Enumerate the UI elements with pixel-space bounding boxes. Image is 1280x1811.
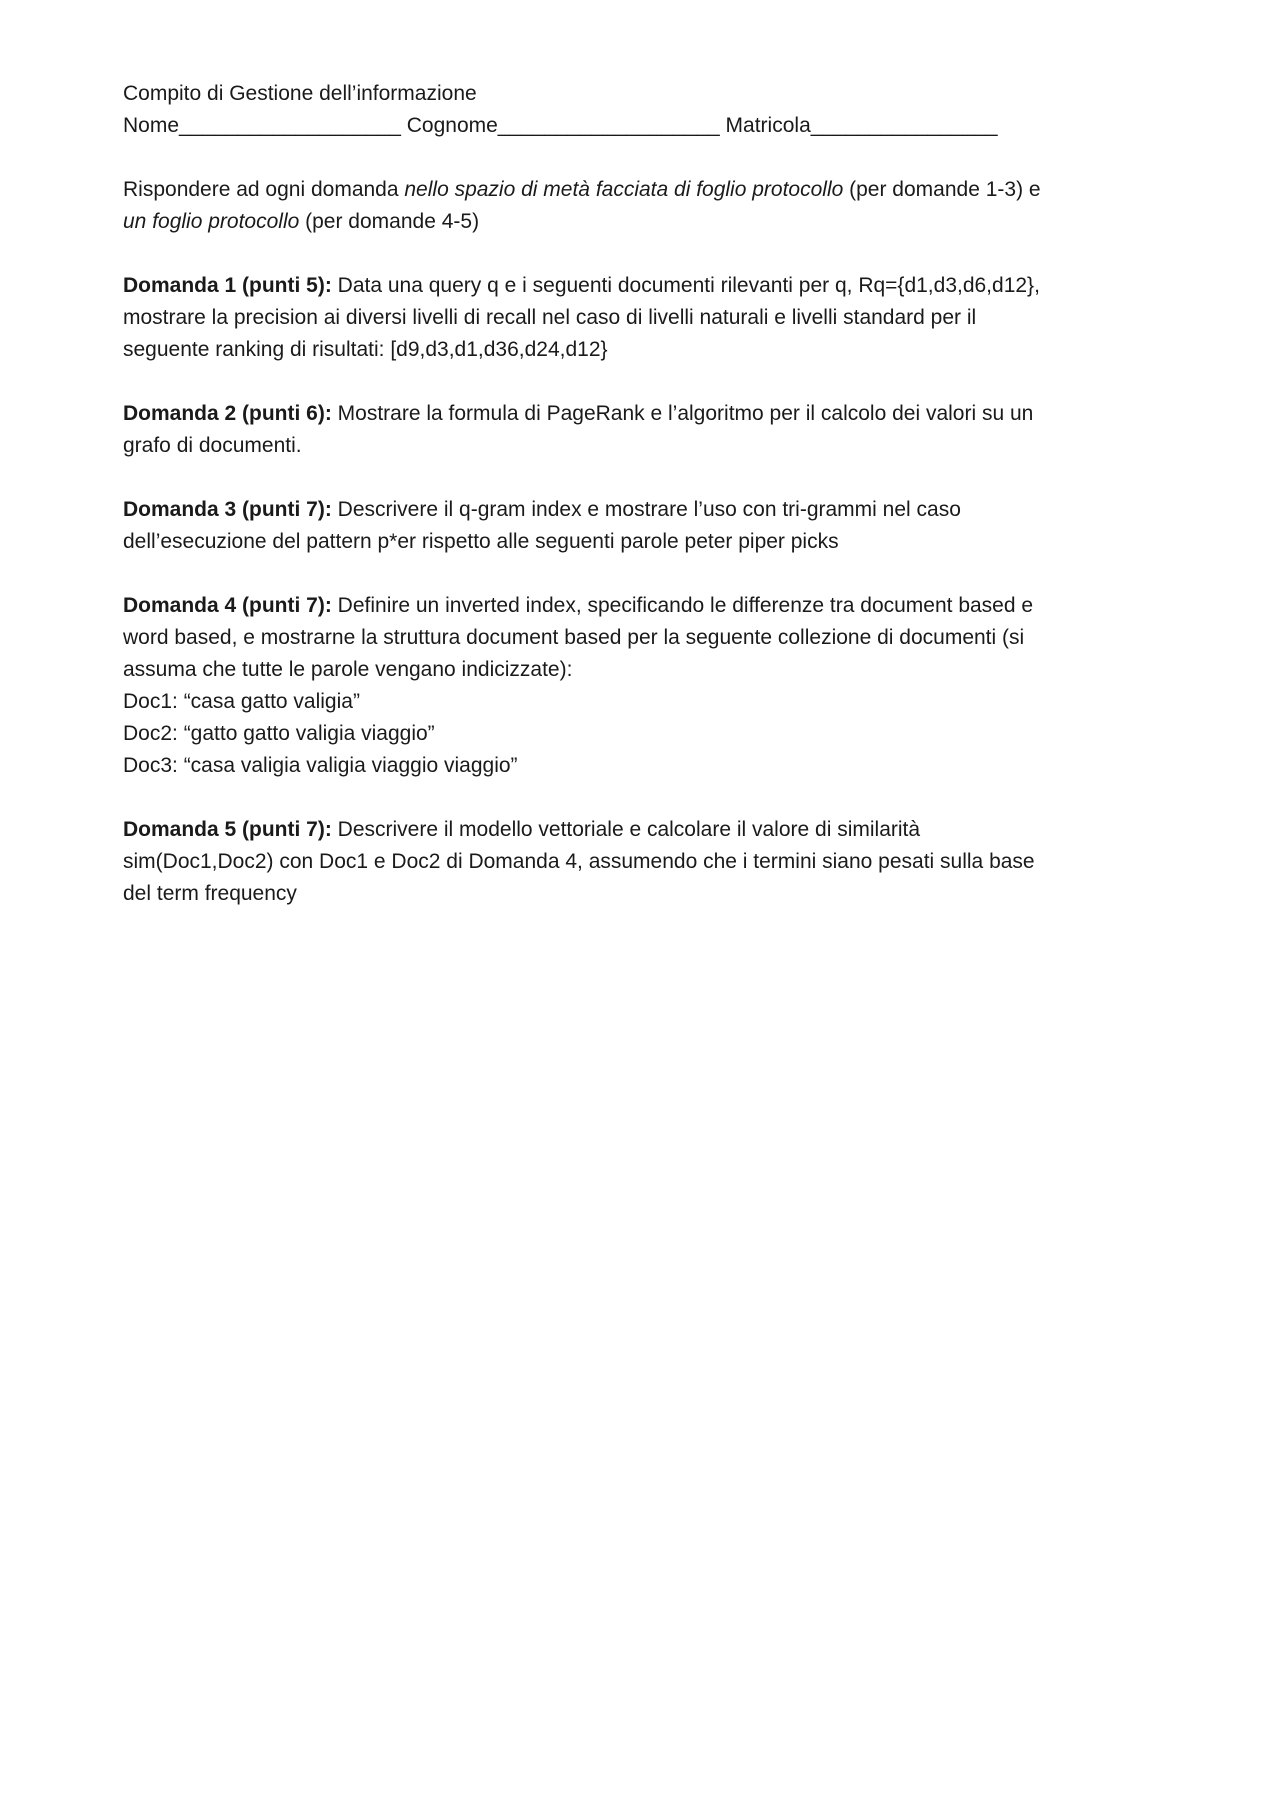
exam-title: Compito di Gestione dell’informazione (123, 82, 477, 105)
instructions-text: (per domande 1-3) e (843, 178, 1041, 201)
question-1 (123, 270, 1183, 366)
document-doc1: Doc1: “casa gatto valigia” (123, 690, 360, 713)
nome-field: Nome___________________ (123, 114, 401, 137)
question-line: del term frequency (123, 882, 297, 905)
question-2 (123, 398, 1183, 462)
instructions-emphasis: nello spazio di metà facciata di foglio protocollo (404, 178, 844, 201)
instructions-text: (per domande 4-5) (299, 210, 480, 233)
student-fields-row (123, 110, 1183, 142)
question-text: Data una query q e i seguenti documenti rilevanti per q, Rq={d1,d3,d6,d12}, (331, 274, 1040, 297)
question-line (123, 494, 1183, 526)
question-line: grafo di documenti. (123, 434, 302, 457)
question-text: Descrivere il q-gram index e mostrare l’uso con tri-grammi nel caso (331, 498, 961, 521)
question-4 (123, 590, 1183, 782)
question-label: Domanda 1 (punti 5): (123, 274, 332, 297)
exam-sheet (123, 78, 1183, 910)
question-line: sim(Doc1,Doc2) con Doc1 e Doc2 di Domanda 4, assumendo che i termini siano pesati sulla base (123, 850, 1035, 873)
question-5 (123, 814, 1183, 910)
question-label: Domanda 4 (punti 7): (123, 594, 332, 617)
question-label: Domanda 2 (punti 6): (123, 402, 332, 425)
question-line: seguente ranking di risultati: [d9,d3,d1,d36,d24,d12} (123, 338, 608, 361)
question-line (123, 590, 1183, 622)
question-line (123, 398, 1183, 430)
instructions (123, 174, 1183, 238)
question-line (123, 270, 1183, 302)
question-line: assuma che tutte le parole vengano indicizzate): (123, 658, 573, 681)
question-label: Domanda 3 (punti 7): (123, 498, 332, 521)
question-text: Mostrare la formula di PageRank e l’algoritmo per il calcolo dei valori su un (331, 402, 1034, 425)
question-line (123, 814, 1183, 846)
cognome-field: Cognome___________________ (400, 114, 720, 137)
question-text: Definire un inverted index, specificando le differenze tra document based e (331, 594, 1034, 617)
instructions-text: Rispondere ad ogni domanda (123, 178, 405, 201)
question-3 (123, 494, 1183, 558)
document-doc2: Doc2: “gatto gatto valigia viaggio” (123, 722, 435, 745)
question-line: mostrare la precision ai diversi livelli di recall nel caso di livelli naturali e livelli standard per il (123, 306, 977, 329)
question-line: word based, e mostrarne la struttura document based per la seguente collezione di documenti (si (123, 626, 1025, 649)
instructions-line-1 (123, 174, 1183, 206)
matricola-field: Matricola________________ (719, 114, 998, 137)
instructions-emphasis: un foglio protocollo (123, 210, 300, 233)
question-line: dell’esecuzione del pattern p*er rispetto alle seguenti parole peter piper picks (123, 530, 839, 553)
question-label: Domanda 5 (punti 7): (123, 818, 332, 841)
instructions-line-2 (123, 206, 1183, 238)
document-doc3: Doc3: “casa valigia valigia viaggio viaggio” (123, 754, 518, 777)
question-text: Descrivere il modello vettoriale e calcolare il valore di similarità (331, 818, 921, 841)
